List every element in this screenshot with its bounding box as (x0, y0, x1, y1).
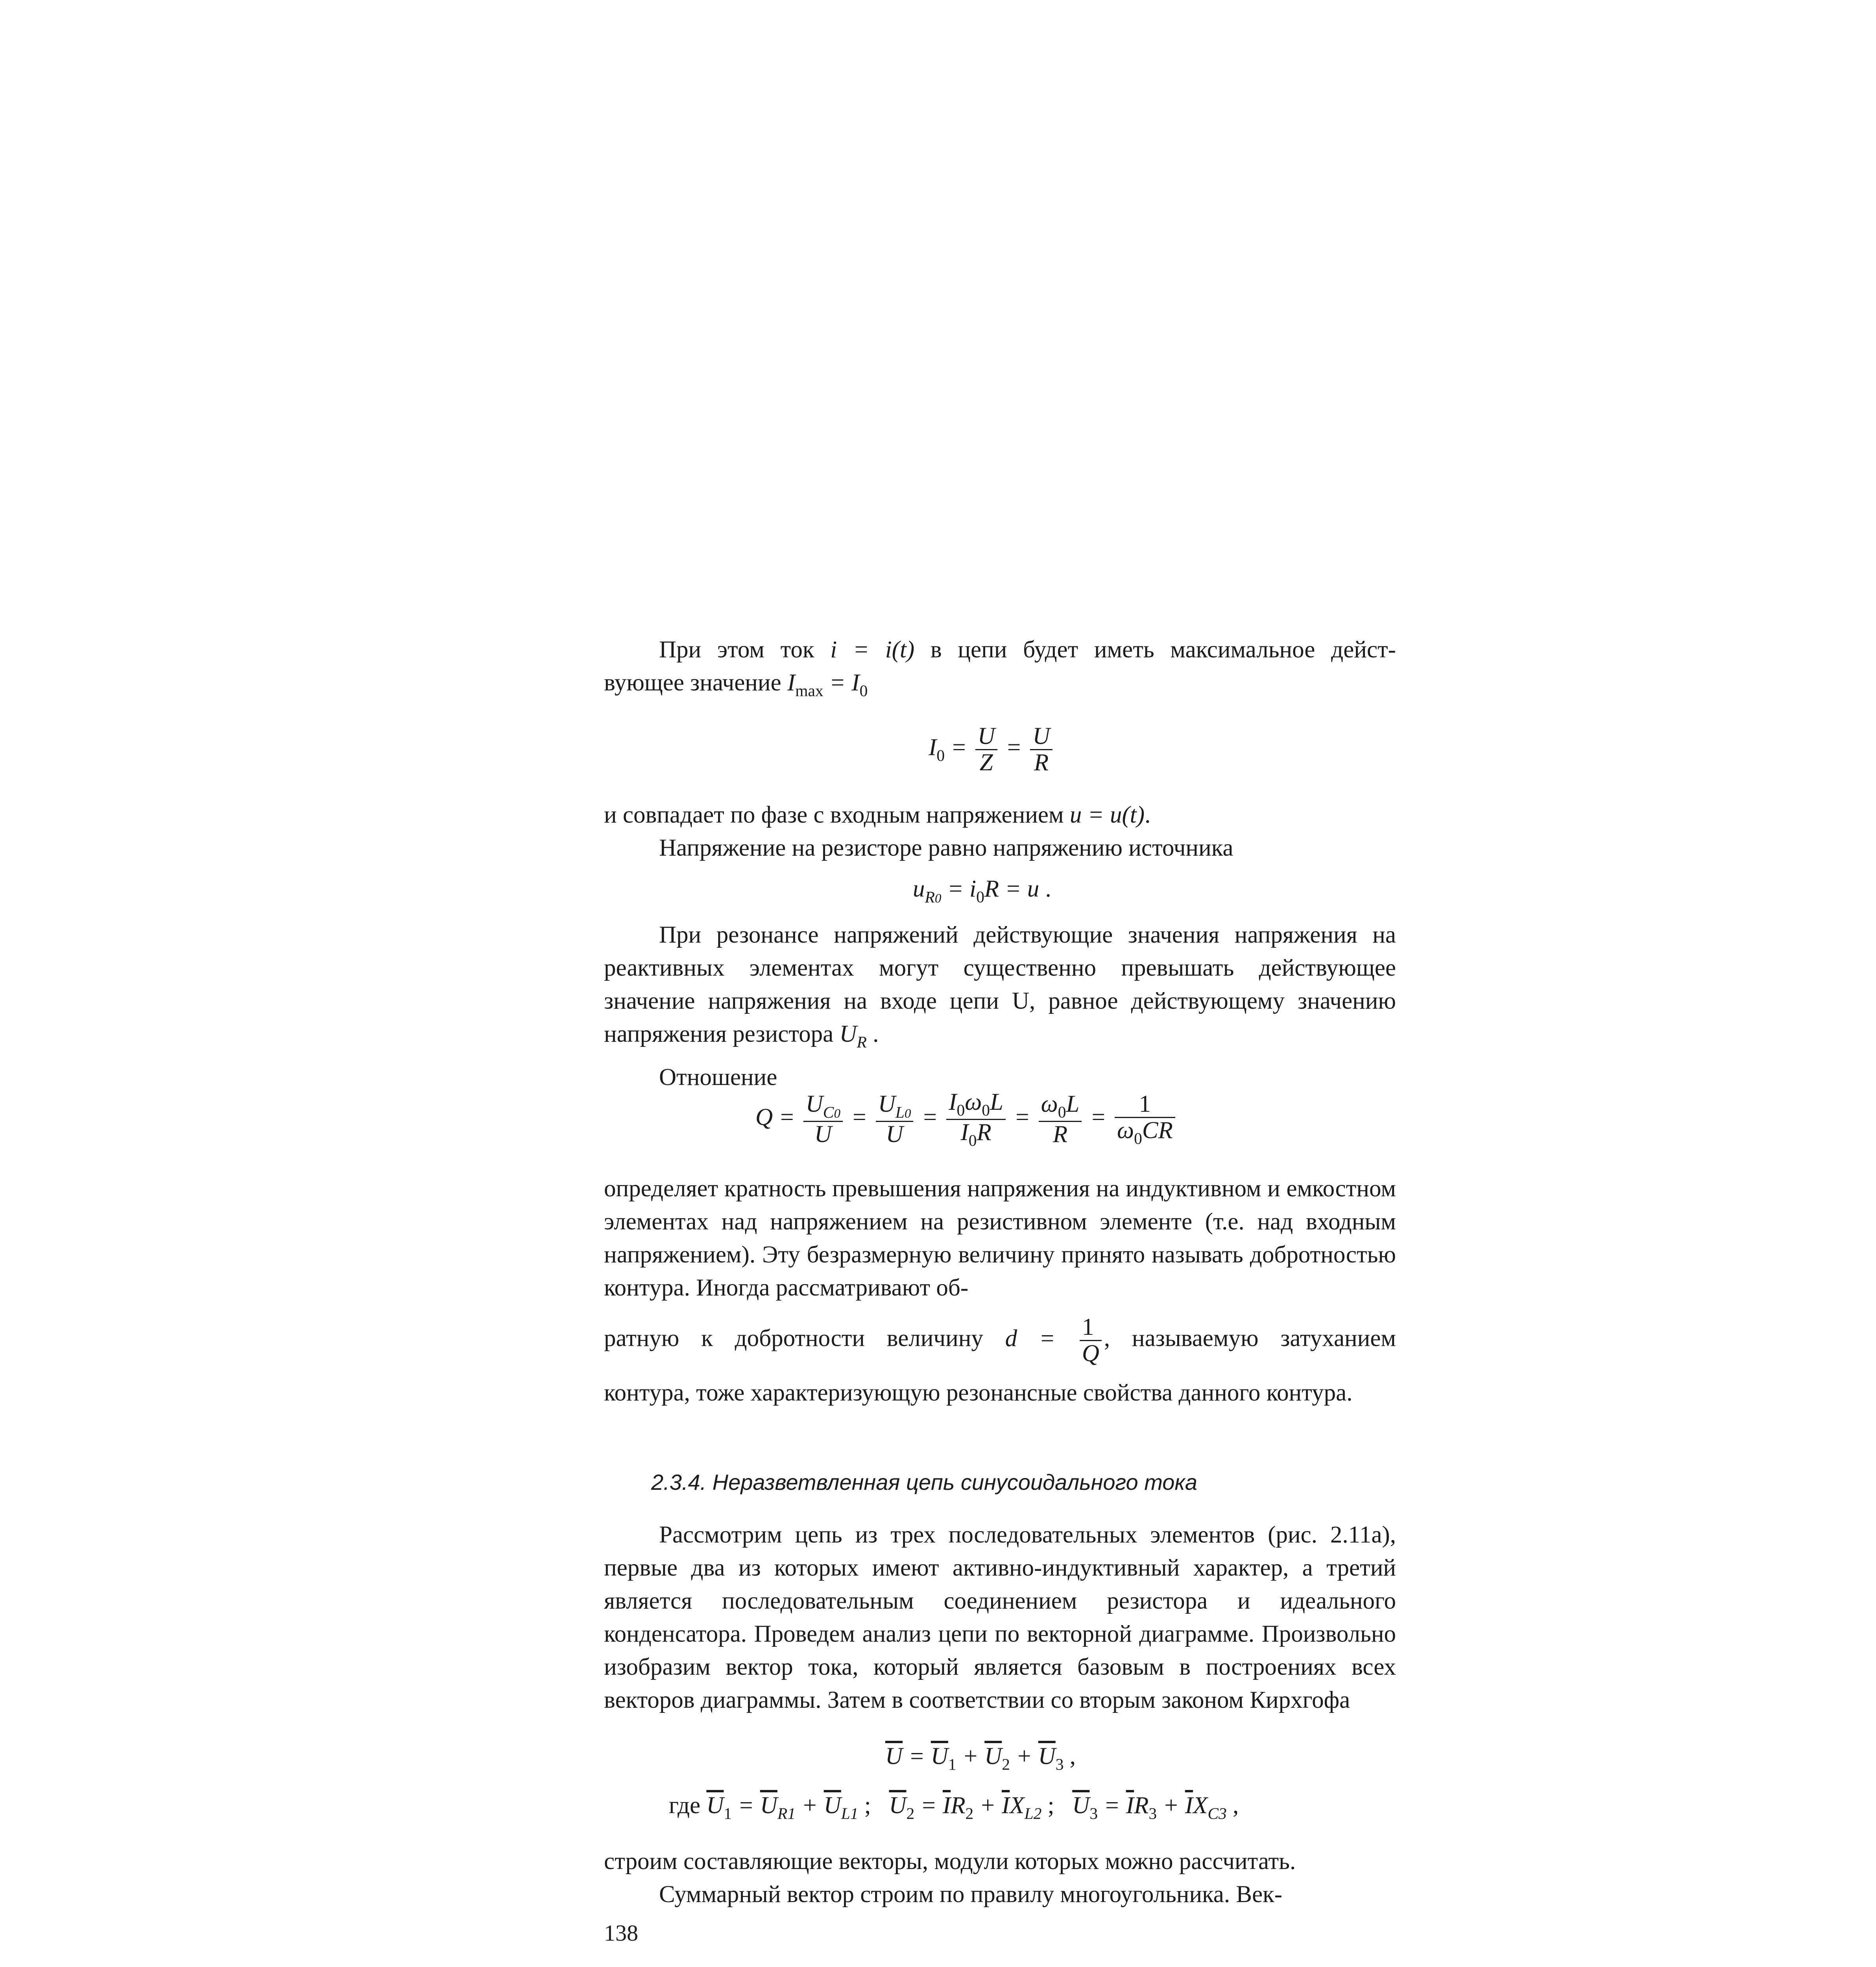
text-line (604, 1878, 1396, 1911)
paragraph-analysis (604, 1519, 1396, 1717)
text: и совпадает по фазе с входным напряжением (604, 802, 1064, 828)
paragraph-text (604, 1377, 1396, 1410)
paragraph-text (604, 1519, 1396, 1717)
text: При резонансе напряжений действующие значения напряжения на реактивных элементах могут существенно превышать действующее значение напряжения на входе цепи U, равное действующему значению напряжения резистора (604, 922, 1396, 1047)
text-line: и совпадает по фазе с входным напряжением u = u(t). (604, 802, 1151, 828)
fraction: $\frac{\omega_0L}{R}$ (1039, 1092, 1082, 1147)
page-number: 138 (604, 1920, 638, 1946)
paragraph-phase (604, 799, 1396, 865)
fraction: $\frac{U}{Z}$ (975, 724, 997, 775)
fraction: $\frac{U}{R}$ (1030, 724, 1052, 775)
formula-ur0: $u_{R0} = i_0R = u$ . (913, 876, 1051, 906)
paragraph-intro (604, 633, 1396, 707)
text: где (669, 1792, 701, 1819)
paragraph-resonance (604, 919, 1396, 1094)
fraction: $\frac{1}{\omega_0CR}$ (1115, 1092, 1175, 1147)
text: , называемую затуханием (1104, 1325, 1396, 1352)
formula-imax: $I_{max} = I_0$ (787, 670, 868, 700)
formula-damping: d = $\frac{1}{Q}$ (1005, 1325, 1104, 1352)
text-line (604, 1845, 1396, 1878)
formula-kirchhoff: $\overline{U} = \overline{U}_1 + \overline{U}_2 + \overline{U}_3$ , (885, 1743, 1076, 1773)
section-heading: 2.3.4. Неразветвленная цепь синусоидального тока (651, 1470, 1197, 1495)
formula-voltage: u = u(t) (1069, 802, 1145, 828)
text-line (604, 832, 1396, 865)
formula-components: где $\overline{U}_1 = \overline{U}_{R1} + \overline{U}_{L1}$ ; $\overline{U}_2 = \overline{I}R_2 + \overline{I}X_{L2}$ ; $\overline{U}_3 = \overline{I}R_3 + \overline{I}X_{C3}$ , (669, 1792, 1239, 1823)
text: Рассмотрим цепь из трех последовательных элементов (рис. 2.11а), первые два из которых имеют активно-индуктивный характер, а третий является последовательным соединением резистора и идеального конденсатора. Проведем анализ цепи по векторной диаграмме. Произвольно изобразим вектор тока, который является базовым в построениях всех векторов диаграммы. Затем в соответствии со вторым законом Кирхгофа (604, 1522, 1396, 1713)
text: определяет кратность превышения напряжения на индуктивном и емкостном элементах над напряжением на резистивном элементе (т.е. над входным напряжением). Эту безразмерную величину принято называть добротностью контура. Иногда рассматривают об- (604, 1175, 1396, 1301)
text: контура, тоже характеризующую резонансные свойства данного контура. (604, 1380, 1353, 1406)
text: строим составляющие векторы, модули которых можно рассчитать. (604, 1848, 1296, 1875)
paragraph-definition (604, 1172, 1396, 1410)
text-line (604, 633, 1396, 666)
fraction: $\frac{U_{L0}}{U}$ (876, 1092, 914, 1147)
formula-quality-factor: Q = $\frac{U_{C0}}{U}$ = $\frac{U_{L0}}{U}$ = $\frac{I_0\omega_0L}{I_0R}$ = $\frac{\omega_0L}{R}$ = $\frac{1}{\omega_0CR}$ (755, 1090, 1178, 1149)
text: Напряжение на резисторе равно напряжению источника (659, 835, 1233, 861)
paragraph-text: При резонансе напряжений действующие значения напряжения на реактивных элементах могут существенно превышать действующее значение напряжения на входе цепи U, равное действующему значению напряжения резистора $U_R$ . (604, 922, 1396, 1051)
formula-current: i = i(t) (830, 637, 915, 663)
formula-i0: $I_0$ = $\frac{U}{Z}$ = $\frac{U}{R}$ (929, 724, 1055, 775)
text-line (604, 666, 1396, 707)
text: Суммарный вектор строим по правилу многоугольника. Век- (659, 1881, 1283, 1908)
text-line (604, 1315, 1396, 1366)
text: вующее значение (604, 670, 781, 696)
text: ратную к добротности величину (604, 1325, 983, 1352)
fraction: $\frac{U_{C0}}{U}$ (803, 1092, 843, 1147)
paragraph-final (604, 1845, 1396, 1911)
text: При этом ток (659, 637, 814, 663)
fraction: $\frac{I_0\omega_0L}{I_0R}$ (946, 1090, 1006, 1149)
paragraph-text (604, 1172, 1396, 1305)
text: Отношение (659, 1064, 777, 1091)
formula-ur: $U_R$ (839, 1021, 867, 1051)
text: в цепи будет иметь максимальное дейст- (930, 637, 1396, 663)
